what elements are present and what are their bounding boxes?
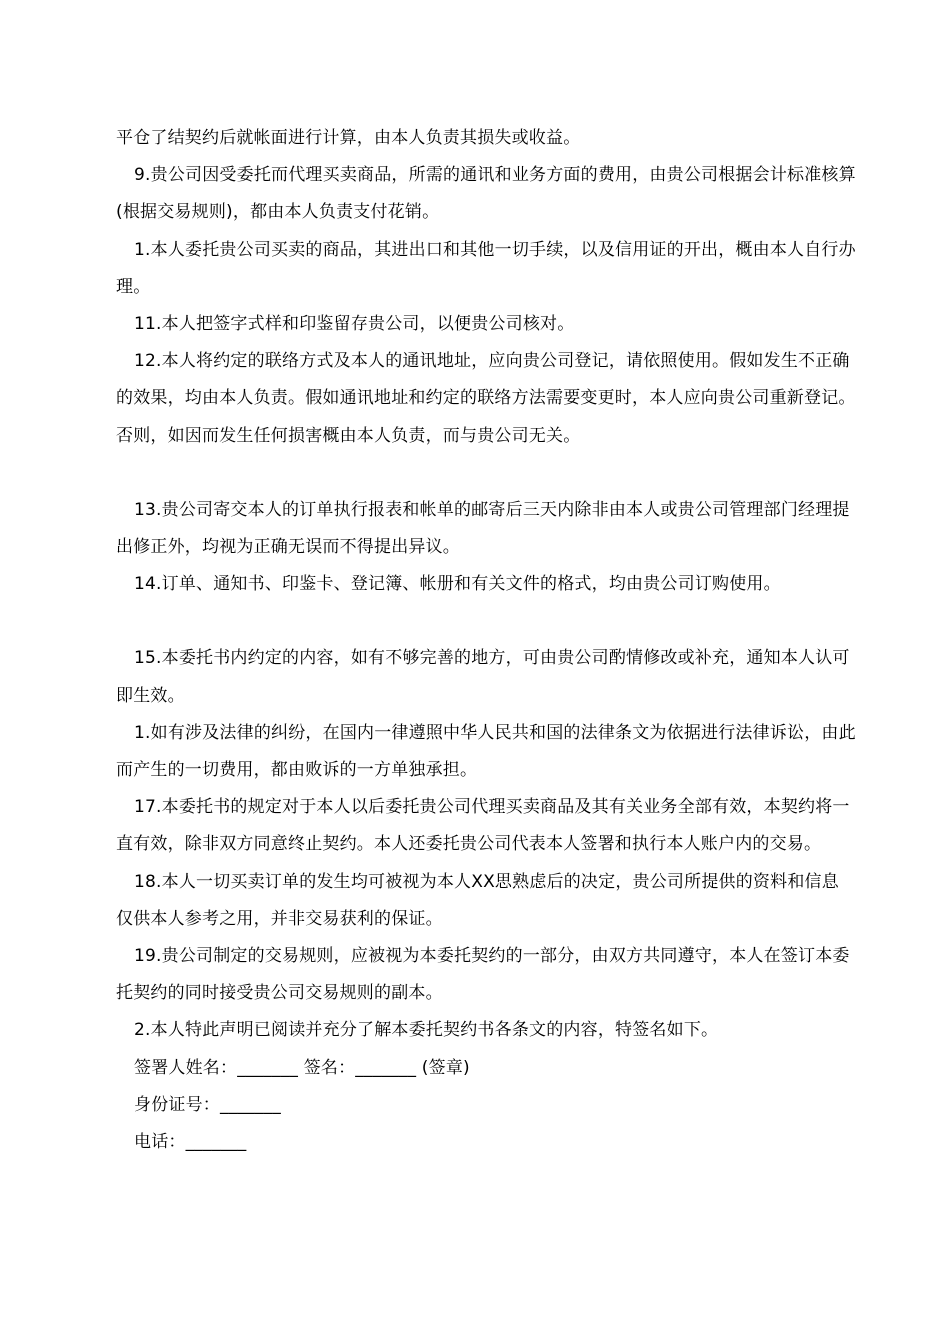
- paragraph-clause-10: 1.本人委托贵公司买卖的商品，其进出口和其他一切手续，以及信用证的开出，概由本人自行办理。: [116, 239, 856, 297]
- blank-line: [116, 603, 856, 640]
- paragraph-clause-16: 1.如有涉及法律的纠纷，在国内一律遵照中华人民共和国的法律条文为依据进行法律诉讼，由此而产生的一切费用，都由败诉的一方单独承担。: [116, 722, 856, 781]
- blank-line: [116, 455, 856, 492]
- paragraph-clause-8-continued: 平仓了结契约后就帐面进行计算，由本人负责其损失或收益。: [116, 128, 581, 148]
- paragraph-clause-19: 19.贵公司制定的交易规则，应被视为本委托契约的一部分，由双方共同遵守，本人在签订本委托契约的同时接受贵公司交易规则的副本。: [116, 946, 850, 1004]
- paragraph-clause-12: 12.本人将约定的联络方式及本人的通讯地址，应向贵公司登记，请依照使用。假如发生不正确的效果，均由本人负责。假如通讯地址和约定的联络方法需要变更时，本人应向贵公司重新登记。否则，如因而发生任何损害概由本人负责，而与贵公司无关。: [116, 351, 856, 446]
- paragraph-clause-13: 13.贵公司寄交本人的订单执行报表和帐单的邮寄后三天内除非由本人或贵公司管理部门经理提出修正外，均视为正确无误而不得提出异议。: [116, 499, 850, 558]
- phone-line: 电话：_______: [134, 1132, 247, 1153]
- paragraph-clause-14: 14.订单、通知书、印鉴卡、登记簿、帐册和有关文件的格式，均由贵公司订购使用。: [134, 574, 781, 595]
- paragraph-clause-20: 2.本人特此声明已阅读并充分了解本委托契约书各条文的内容，特签名如下。: [134, 1020, 719, 1041]
- document-body: [116, 120, 856, 1161]
- paragraph-clause-11: 11.本人把签字式样和印鉴留存贵公司，以便贵公司核对。: [134, 314, 575, 335]
- paragraph-clause-17: 17.本委托书的规定对于本人以后委托贵公司代理买卖商品及其有关业务全部有效，本契约将一直有效，除非双方同意终止契约。本人还委托贵公司代表本人签署和执行本人账户内的交易。: [116, 797, 850, 855]
- signer-name-line: 签署人姓名：_______ 签名：_______ (签章): [134, 1057, 470, 1078]
- paragraph-clause-9: 9.贵公司因受委托而代理买卖商品，所需的通讯和业务方面的费用，由贵公司根据会计标准核算(根据交易规则)，都由本人负责支付花销。: [116, 165, 856, 223]
- paragraph-clause-18: 18.本人一切买卖订单的发生均可被视为本人XX思熟虑后的决定，贵公司所提供的资料和信息仅供本人参考之用，并非交易获利的保证。: [116, 871, 839, 929]
- id-number-line: 身份证号：_______: [134, 1094, 281, 1115]
- paragraph-clause-15: 15.本委托书内约定的内容，如有不够完善的地方，可由贵公司酌情修改或补充，通知本人认可即生效。: [116, 648, 850, 706]
